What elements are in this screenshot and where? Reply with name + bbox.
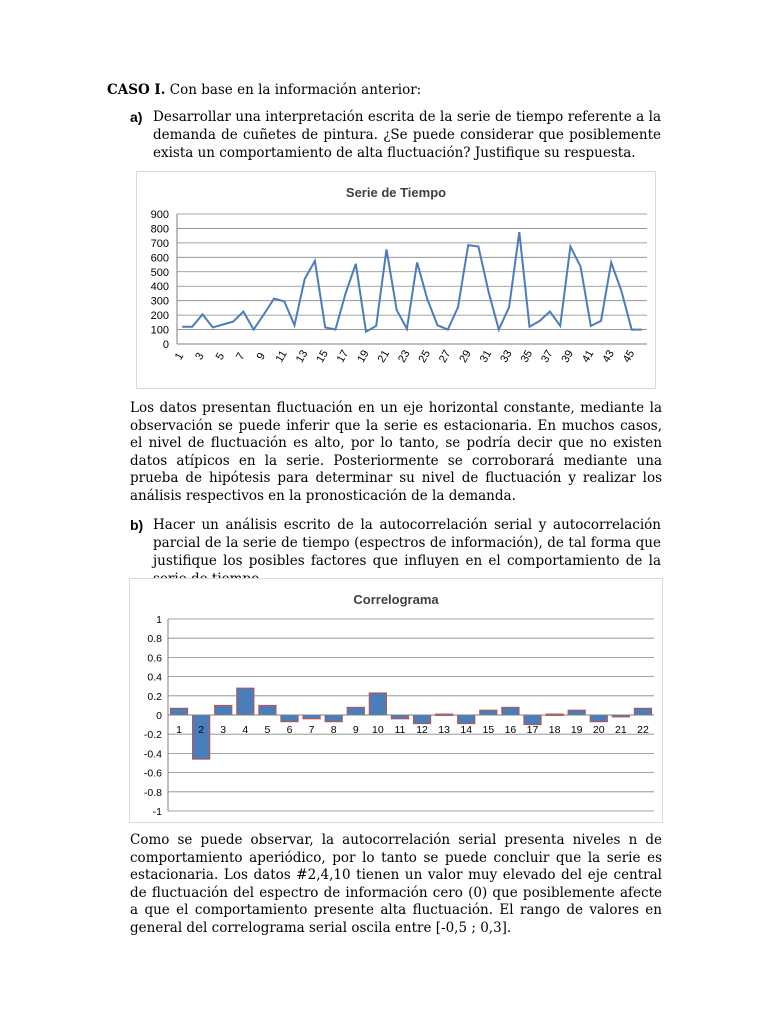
y-tick-label: 1 (156, 614, 162, 626)
y-tick-label: 800 (150, 223, 169, 236)
x-tick-label: 17 (526, 724, 539, 736)
x-tick-label: 35 (518, 348, 536, 365)
series-line (182, 232, 642, 332)
bar (259, 705, 276, 715)
y-tick-label: 200 (150, 310, 169, 323)
chart-title: Correlograma (353, 592, 439, 607)
x-tick-label: 5 (264, 724, 271, 736)
case-heading (107, 82, 421, 98)
bar (215, 705, 232, 715)
y-tick-label: 900 (150, 209, 169, 221)
bar (237, 688, 254, 715)
answer-b-text: Como se puede observar, la autocorrelación serial presenta niveles n de comportamiento aperiódico, por lo tanto se puede concluir que la serie es estacionaria. Los datos #2,4,10 tienen un valor muy elevado del eje central de fluctuación del espectro de información cero (0) que posiblemente afecte a que el comportamiento presente alta fluctuación. El rango de valores en general del correlograma serial oscila entre [-0,5 ; 0,3]. (130, 832, 662, 936)
x-tick-label: 33 (498, 348, 515, 365)
y-tick-label: 0.6 (147, 652, 162, 665)
y-tick-label: -0.4 (143, 748, 162, 761)
answer-a-text: Los datos presentan fluctuación en un eje horizontal constante, mediante la observación se puede inferir que la serie es estacionaria. En muchos casos, el nivel de fluctuación es alto, por lo tanto, se podría decir que no existen datos atípicos en la serie. Posteriormente se corroborará mediante una prueba de hipótesis para determinar su nivel de fluctuación y realizar los análisis respectivos en la pronosticación de la demanda. (130, 400, 662, 504)
x-tick-label: 17 (334, 348, 352, 365)
time-series-svg (137, 172, 655, 388)
x-tick-label: 11 (273, 348, 290, 365)
x-tick-label: 23 (396, 348, 413, 365)
x-tick-label: 20 (592, 724, 605, 736)
x-tick-label: 13 (293, 348, 311, 365)
bar (458, 715, 475, 724)
x-tick-label: 4 (242, 724, 249, 736)
y-tick-label: 100 (150, 324, 169, 337)
question-b-label: b) (130, 517, 144, 533)
x-tick-label: 27 (436, 348, 454, 365)
x-tick-label: 21 (615, 724, 627, 736)
x-tick-label: 31 (477, 348, 495, 365)
y-tick-label: 300 (150, 295, 169, 308)
x-tick-label: 11 (394, 724, 406, 736)
x-tick-label: 2 (198, 724, 205, 736)
x-tick-label: 9 (254, 350, 268, 363)
x-tick-label: 13 (438, 724, 450, 736)
x-tick-label: 45 (620, 348, 638, 365)
bar (303, 715, 320, 719)
x-tick-label: 21 (375, 348, 393, 365)
y-tick-label: 0.4 (147, 671, 162, 684)
x-tick-label: 1 (172, 350, 187, 363)
bar (413, 715, 430, 724)
y-tick-label: 400 (150, 281, 169, 294)
bar (369, 693, 386, 715)
correlogram-svg (130, 579, 662, 822)
bar (170, 708, 187, 715)
y-tick-label: 500 (150, 266, 169, 279)
x-tick-label: 22 (637, 724, 649, 736)
y-tick-label: 600 (150, 252, 169, 265)
bar (590, 715, 607, 722)
y-tick-label: 0.2 (147, 690, 162, 703)
y-tick-label: -0.2 (143, 729, 162, 742)
question-b-text: Hacer un análisis escrito de la autocorrelación serial y autocorrelación parcial de la serie de tiempo (espectros de información), de tal forma que justifique los posibles factores que influyen en el comportamiento de la (153, 517, 661, 569)
x-tick-label: 29 (457, 348, 474, 365)
y-tick-label: 0 (156, 710, 162, 722)
x-tick-label: 18 (548, 724, 561, 736)
x-tick-label: 37 (539, 348, 556, 365)
bar (325, 715, 342, 722)
x-tick-label: 39 (559, 348, 577, 365)
question-a-label: a) (130, 109, 143, 125)
x-tick-label: 5 (213, 350, 228, 363)
bar (193, 715, 210, 759)
x-tick-label: 15 (314, 348, 331, 365)
correlogram-chart (129, 578, 663, 823)
x-tick-label: 3 (193, 350, 207, 363)
bar (480, 710, 497, 715)
x-tick-label: 3 (220, 724, 227, 736)
question-a-text: Desarrollar una interpretación escrita de la serie de tiempo referente a la demanda de cuñetes de pintura. ¿Se puede considerar que posiblemente exista un comportamiento de alta fluctuación? Justifique su respuesta. (153, 109, 661, 161)
x-tick-label: 12 (416, 724, 428, 736)
x-tick-label: 43 (600, 348, 617, 365)
x-tick-label: 1 (176, 724, 182, 736)
bar (568, 710, 585, 715)
x-tick-label: 8 (330, 724, 337, 736)
case-label: CASO I. (107, 82, 166, 98)
y-tick-label: 0 (162, 339, 169, 351)
x-tick-label: 14 (460, 724, 473, 736)
chart-title: Serie de Tiempo (345, 185, 447, 200)
y-tick-label: 700 (150, 237, 169, 250)
y-tick-label: -1 (152, 806, 162, 818)
x-tick-label: 19 (570, 724, 583, 736)
x-tick-label: 25 (416, 348, 433, 365)
x-tick-label: 7 (308, 724, 315, 736)
x-tick-label: 15 (482, 724, 495, 736)
x-tick-label: 6 (286, 724, 293, 736)
bar (281, 715, 298, 722)
x-tick-label: 41 (579, 348, 597, 365)
bar (391, 715, 408, 719)
y-tick-label: 0.8 (147, 633, 162, 646)
x-tick-label: 7 (234, 350, 248, 363)
bar (502, 707, 519, 715)
y-tick-label: -0.6 (143, 767, 162, 780)
x-tick-label: 19 (355, 348, 372, 365)
case-text: Con base en la información anterior: (169, 82, 422, 98)
bar (347, 707, 364, 715)
x-tick-label: 9 (352, 724, 359, 736)
x-tick-label: 10 (372, 724, 384, 736)
bar (634, 708, 651, 715)
time-series-chart (136, 171, 656, 389)
y-tick-label: -0.8 (143, 786, 162, 799)
x-tick-label: 16 (504, 724, 517, 736)
